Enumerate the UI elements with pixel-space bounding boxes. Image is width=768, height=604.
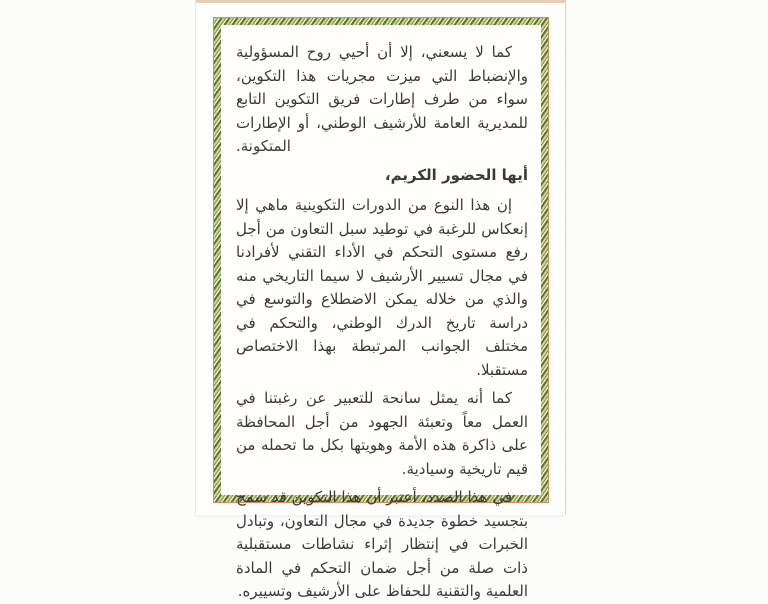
ornamental-border: [213, 17, 549, 600]
section-heading-audience: أيها الحضور الكريم،: [384, 165, 528, 184]
document-body: [221, 25, 541, 600]
scanned-page: [196, 0, 566, 600]
paragraph-memory-preservation: كما أنه يمثل سانحة للتعبير عن رغبتنا في العمل معاً وتعبئة الجهود من أجل المحافظة على ذاكرة هذه الأمة وهويتها بكل ما تحمله من قيم تاريخية وسيادية.: [236, 389, 528, 478]
paragraph-training-purpose: إن هذا النوع من الدورات التكوينية ماهي إلا إنعكاس للرغبة في توطيد سبل التعاون من أجل رفع مستوى التحكم في الأداء التقني لأفرادنا في مجال تسيير الأرشيف لا سيما التاريخي منه والذي من خلاله يمكن الاضطلاع والتوسع في دراسة تاريخ الدرك الوطني، والتحكم في مختلف الجوانب المرتبطة بهذا الاختصاص مستقبلا.: [236, 196, 528, 379]
paragraph-cooperation-outlook: في هذا الصدد، أعتبر أن هذا التكوين قد سمح بتجسيد خطوة جديدة في مجال التعاون، وتبادل الخبرات في إنتظار إثراء نشاطات مستقبلية ذات صلة من أجل ضمان التحكم في المادة العلمية والتقنية للحفاظ على الأرشيف وتسييره.: [236, 488, 528, 600]
paragraph-acknowledgement: كما لا يسعني، إلا أن أحيي روح المسؤولية والإنضباط التي ميزت مجريات هذا التكوين، سواء من طرف إطارات فريق التكوين التابع للمديرية العامة للأرشيف الوطني، أو الإطارات المتكونة.: [236, 43, 528, 155]
